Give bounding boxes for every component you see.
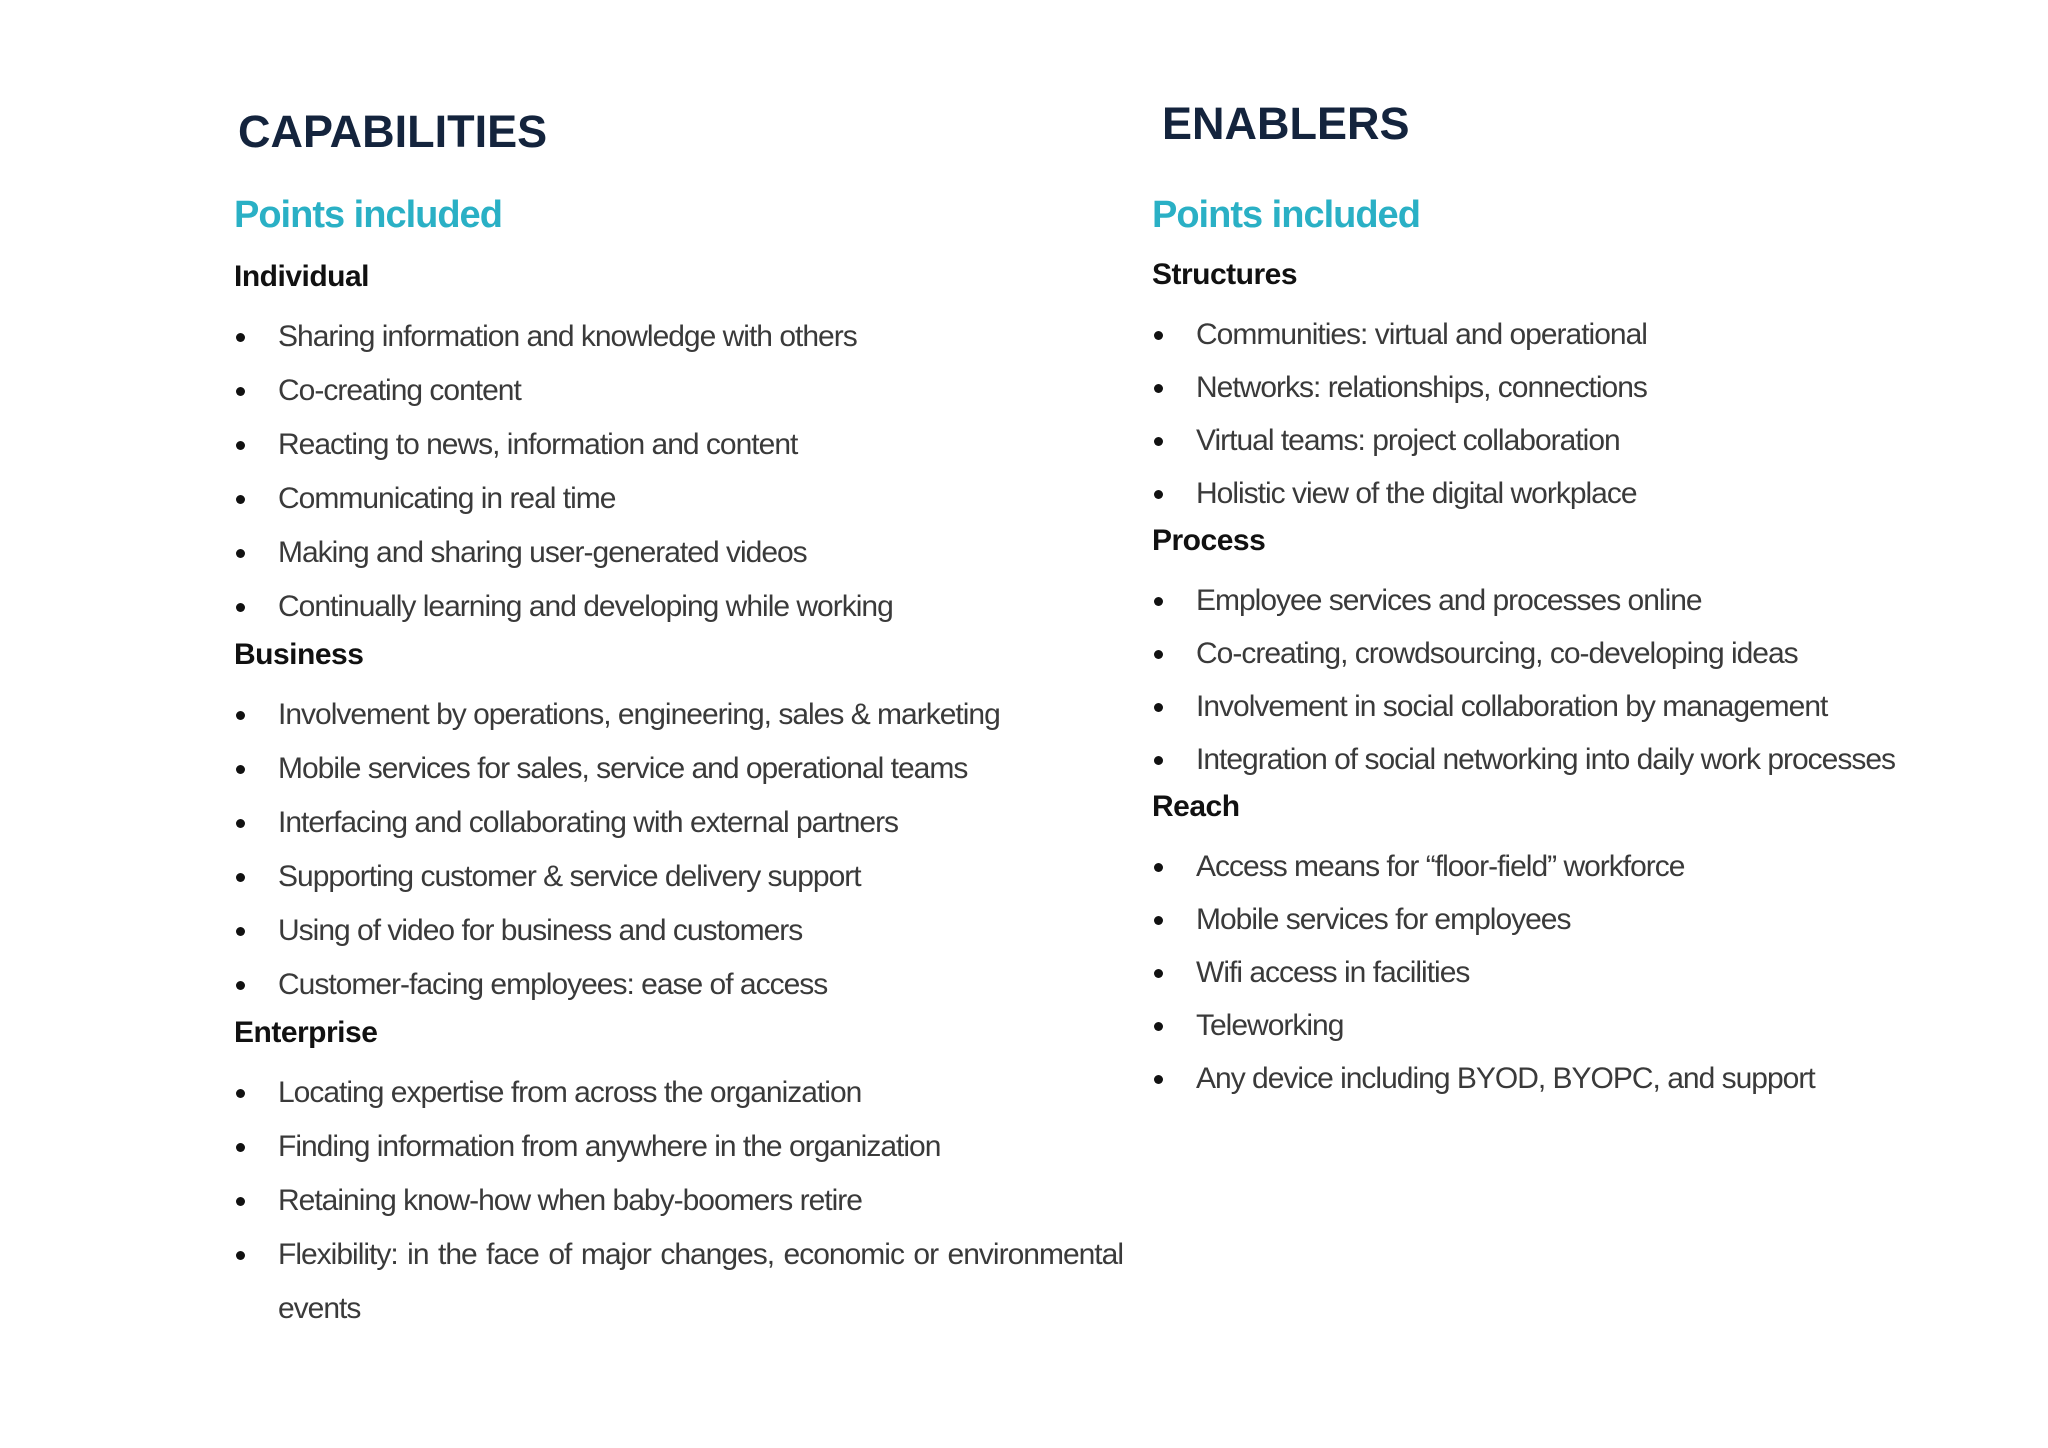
list-item: Access means for “floor-field” workforce: [1152, 840, 1952, 893]
list-item: Using of video for business and customers: [234, 904, 1094, 958]
list-item: Any device including BYOD, BYOPC, and support: [1152, 1052, 1952, 1105]
bullet-icon: [236, 873, 245, 882]
list-item: Holistic view of the digital workplace: [1152, 467, 1952, 520]
bullet-icon: [236, 603, 245, 612]
section-title: Individual: [234, 260, 370, 293]
list-item: Integration of social networking into daily work processes: [1152, 733, 1952, 786]
capabilities-title: CAPABILITIES: [238, 106, 548, 157]
list-item: Wifi access in facilities: [1152, 946, 1952, 999]
list-item: Flexibility: in the face of major changes, economic or environmental events: [234, 1228, 1123, 1336]
bullet-icon: [236, 387, 245, 396]
list-item: Sharing information and knowledge with others: [234, 310, 1094, 364]
bullet-icon: [236, 765, 245, 774]
bullet-list: [234, 1066, 1123, 1336]
list-item: Customer-facing employees: ease of access: [234, 958, 1094, 1012]
section-process: [1152, 520, 1952, 786]
bullet-icon: [236, 441, 245, 450]
bullet-icon: [1154, 756, 1163, 765]
section-title: Structures: [1152, 258, 1298, 291]
enablers-sections: [1152, 254, 1952, 1105]
bullet-list: [234, 688, 1094, 1012]
bullet-icon: [236, 981, 245, 990]
capabilities-points-heading: Points included: [234, 194, 502, 236]
list-item: Retaining know-how when baby-boomers retire: [234, 1174, 1094, 1228]
bullet-icon: [1154, 1022, 1163, 1031]
bullet-icon: [236, 711, 245, 720]
bullet-icon: [236, 1197, 245, 1206]
bullet-icon: [1154, 863, 1163, 872]
bullet-icon: [1154, 1075, 1163, 1084]
bullet-list: [234, 310, 1094, 634]
list-item: Mobile services for employees: [1152, 893, 1952, 946]
bullet-icon: [1154, 597, 1163, 606]
list-item: Making and sharing user-generated videos: [234, 526, 1094, 580]
bullet-icon: [236, 549, 245, 558]
bullet-icon: [236, 333, 245, 342]
section-title: Enterprise: [234, 1016, 378, 1049]
bullet-icon: [1154, 916, 1163, 925]
capabilities-sections: [234, 256, 1123, 1336]
list-item: Co-creating, crowdsourcing, co-developing ideas: [1152, 627, 1952, 680]
bullet-icon: [1154, 331, 1163, 340]
section-title: Business: [234, 638, 364, 671]
bullet-icon: [1154, 384, 1163, 393]
bullet-list: [1152, 574, 1952, 786]
list-item: Mobile services for sales, service and operational teams: [234, 742, 1094, 796]
list-item: Communities: virtual and operational: [1152, 308, 1952, 361]
list-item: Networks: relationships, connections: [1152, 361, 1952, 414]
list-item: Communicating in real time: [234, 472, 1094, 526]
bullet-icon: [236, 927, 245, 936]
section-reach: [1152, 786, 1952, 1105]
list-item: Employee services and processes online: [1152, 574, 1952, 627]
section-title: Reach: [1152, 790, 1240, 823]
bullet-list: [1152, 840, 1952, 1105]
list-item: Interfacing and collaborating with external partners: [234, 796, 1094, 850]
bullet-icon: [236, 495, 245, 504]
enablers-points-heading: Points included: [1152, 194, 1420, 236]
bullet-icon: [1154, 703, 1163, 712]
bullet-icon: [236, 1251, 245, 1260]
list-item: Supporting customer & service delivery support: [234, 850, 1094, 904]
section-individual: [234, 256, 1094, 634]
bullet-icon: [1154, 490, 1163, 499]
section-structures: [1152, 254, 1952, 520]
bullet-icon: [236, 1143, 245, 1152]
section-title: Process: [1152, 524, 1266, 557]
section-enterprise: [234, 1012, 1123, 1336]
bullet-icon: [1154, 437, 1163, 446]
list-item: Teleworking: [1152, 999, 1952, 1052]
list-item: Co-creating content: [234, 364, 1094, 418]
list-item: Finding information from anywhere in the organization: [234, 1120, 1094, 1174]
enablers-title: ENABLERS: [1162, 98, 1410, 149]
list-item: Virtual teams: project collaboration: [1152, 414, 1952, 467]
bullet-list: [1152, 308, 1952, 520]
list-item: Continually learning and developing while working: [234, 580, 1094, 634]
bullet-icon: [1154, 650, 1163, 659]
list-item: Involvement by operations, engineering, sales & marketing: [234, 688, 1094, 742]
list-item: Locating expertise from across the organization: [234, 1066, 1094, 1120]
bullet-icon: [236, 819, 245, 828]
list-item: Involvement in social collaboration by management: [1152, 680, 1952, 733]
bullet-icon: [236, 1089, 245, 1098]
section-business: [234, 634, 1094, 1012]
bullet-icon: [1154, 969, 1163, 978]
list-item: Reacting to news, information and content: [234, 418, 1094, 472]
